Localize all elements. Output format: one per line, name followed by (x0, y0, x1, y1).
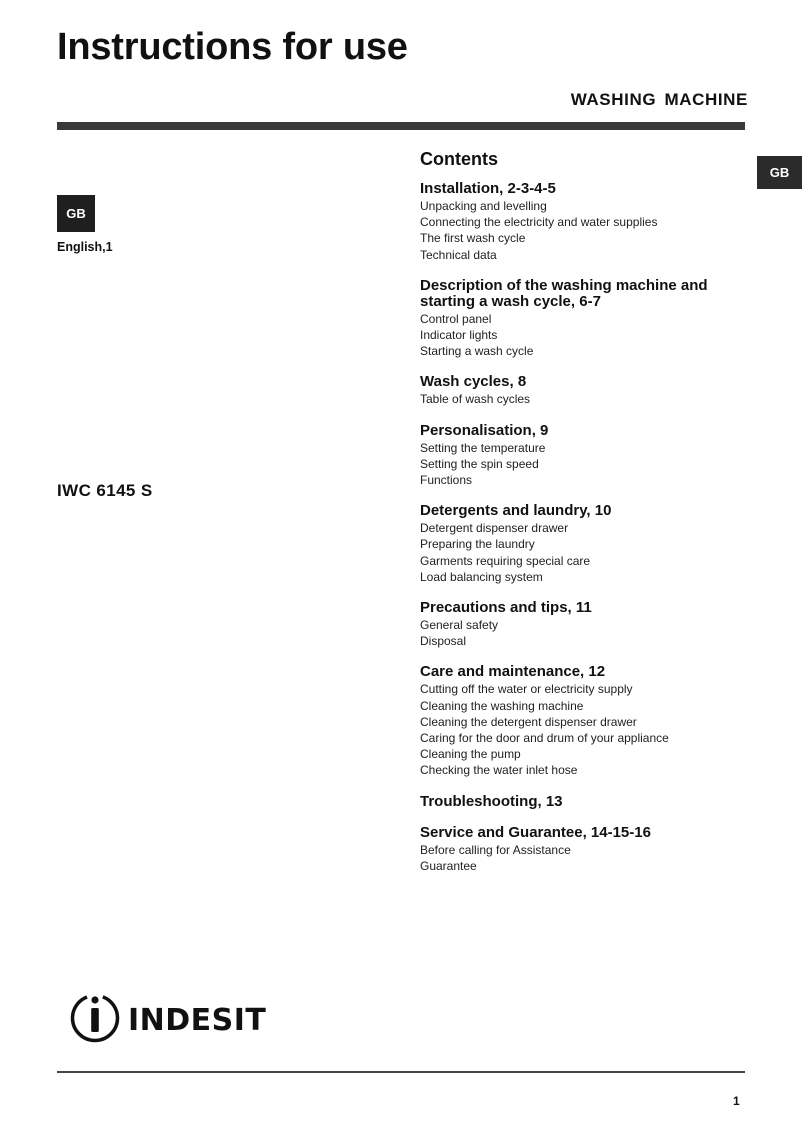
section-item: Load balancing system (420, 569, 543, 584)
product-type: WASHING MACHINE (570, 90, 748, 109)
section-title: Care and maintenance, 12 (420, 663, 606, 681)
section-title: Installation, 2-3-4-5 (420, 180, 556, 197)
section-item: Technical data (420, 247, 497, 262)
section-item: Cutting off the water or electricity supply (420, 682, 633, 697)
section-title: Wash cycles, 8 (420, 373, 527, 391)
section-item: Cleaning the detergent dispenser drawer (420, 714, 637, 729)
section-title: Service and Guarantee, 14-15-16 (420, 823, 651, 841)
section-title: Description of the washing machine and starting a wash cycle, 6-7 (420, 276, 708, 310)
section-item: Starting a wash cycle (420, 344, 534, 359)
section-item: Caring for the door and drum of your appliance (420, 731, 669, 746)
section-item: Unpacking and levelling (420, 199, 547, 213)
section-item: Functions (420, 473, 473, 488)
section-title: Detergents and laundry, 10 (420, 502, 612, 520)
contents-list (420, 181, 760, 889)
contents-section (420, 423, 760, 489)
contents-section (420, 503, 760, 585)
contents-section (420, 794, 760, 810)
page-number: 1 (733, 1094, 740, 1108)
language-side-tab: GB (757, 156, 802, 189)
contents-section (420, 825, 760, 874)
section-item: Checking the water inlet hose (420, 763, 578, 778)
logo-wordmark: INDESIT (128, 1003, 267, 1038)
top-divider (57, 122, 745, 130)
section-title: Precautions and tips, 11 (420, 599, 592, 617)
section-item: Detergent dispenser drawer (420, 521, 569, 536)
section-item: Indicator lights (420, 328, 498, 343)
section-title: Troubleshooting, 13 (420, 792, 563, 810)
section-item: Cleaning the washing machine (420, 698, 584, 713)
section-item: Setting the temperature (420, 440, 546, 455)
contents-section (420, 664, 760, 778)
section-item: Connecting the electricity and water supplies (420, 215, 658, 230)
contents-section (420, 181, 760, 263)
section-item: General safety (420, 618, 499, 633)
model-number: IWC 6145 S (57, 481, 153, 500)
section-item: Preparing the laundry (420, 537, 535, 552)
section-item: Control panel (420, 311, 492, 326)
section-title: Personalisation, 9 (420, 421, 549, 439)
contents-section (420, 374, 760, 407)
contents-heading: Contents (420, 149, 498, 169)
contents-section (420, 278, 760, 360)
contents-section (420, 600, 760, 649)
section-item: The first wash cycle (420, 231, 526, 246)
section-item: Setting the spin speed (420, 456, 539, 471)
bottom-divider (57, 1071, 745, 1073)
language-entry: English,1 (57, 240, 113, 254)
language-badge: GB (57, 195, 95, 232)
page-title: Instructions for use (57, 26, 408, 68)
section-item: Table of wash cycles (420, 392, 531, 407)
indesit-logo (70, 990, 270, 1045)
section-item: Garments requiring special care (420, 553, 591, 568)
section-item: Cleaning the pump (420, 747, 521, 762)
section-item: Disposal (420, 634, 467, 649)
section-item: Guarantee (420, 858, 477, 873)
section-item: Before calling for Assistance (420, 842, 571, 857)
indesit-i-logo-icon (73, 996, 118, 1041)
